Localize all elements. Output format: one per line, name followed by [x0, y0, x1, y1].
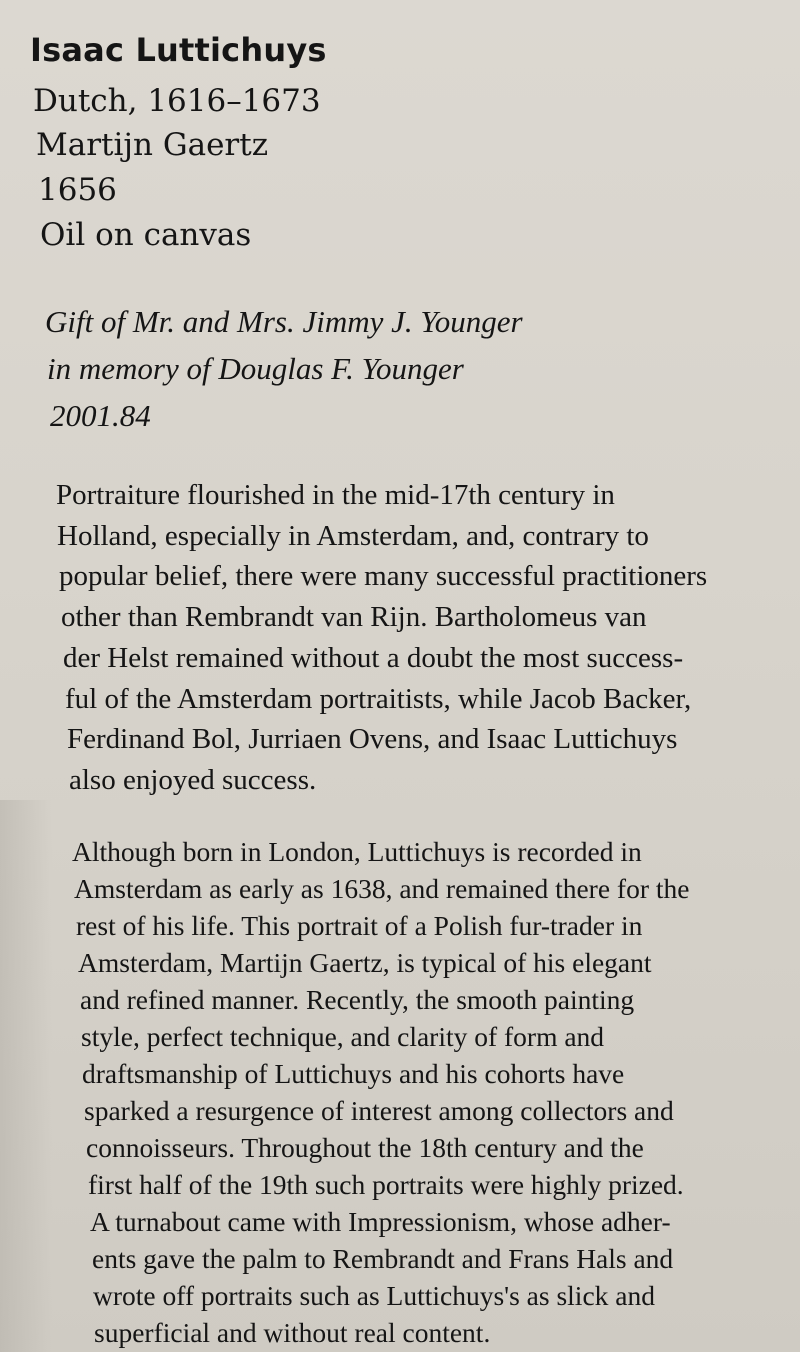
paragraph-line: sparked a resurgence of interest among collectors and	[84, 1095, 674, 1126]
artist-name: Isaac Luttichuys	[30, 31, 327, 69]
paragraph-line: and refined manner. Recently, the smooth painting	[80, 984, 635, 1015]
paragraph-line: popular belief, there were many successful practitioners	[59, 560, 708, 593]
paragraph-line: connoisseurs. Throughout the 18th century and the	[86, 1132, 644, 1163]
paragraph-line: style, perfect technique, and clarity of form and	[81, 1021, 605, 1052]
artist-nationality-dates: Dutch, 1616–1673	[33, 83, 321, 119]
paragraph-line: first half of the 19th such portraits were highly prized.	[88, 1169, 684, 1200]
paragraph-line: Although born in London, Luttichuys is recorded in	[72, 836, 642, 867]
paragraph-line: A turnabout came with Impressionism, whose adher-	[90, 1206, 671, 1237]
paragraph-line: ents gave the palm to Rembrandt and Frans Hals and	[92, 1243, 674, 1274]
paragraph-line: rest of his life. This portrait of a Polish fur-trader in	[76, 910, 643, 941]
credit-line-1: Gift of Mr. and Mrs. Jimmy J. Younger	[45, 304, 523, 339]
paragraph-line: Amsterdam, Martijn Gaertz, is typical of his elegant	[78, 947, 652, 978]
credit-line-2: in memory of Douglas F. Younger	[47, 351, 464, 386]
paragraph-line: Ferdinand Bol, Jurriaen Ovens, and Isaac Luttichuys	[67, 723, 678, 756]
paragraph-line: der Helst remained without a doubt the most success-	[63, 641, 684, 674]
paragraph-line: Amsterdam as early as 1638, and remained there for the	[74, 873, 690, 904]
description-paragraph-2	[72, 833, 689, 1351]
paragraph-line: Holland, especially in Amsterdam, and, contrary to	[57, 519, 649, 552]
paragraph-line: wrote off portraits such as Luttichuys's as slick and	[93, 1280, 655, 1311]
label-edge-shadow	[0, 800, 52, 1352]
artwork-title: Martijn Gaertz	[36, 127, 269, 163]
description-paragraph-1	[56, 475, 707, 801]
paragraph-line: other than Rembrandt van Rijn. Bartholomeus van	[61, 601, 647, 634]
paragraph-line: also enjoyed success.	[69, 763, 317, 796]
paragraph-line: ful of the Amsterdam portraitists, while Jacob Backer,	[65, 682, 692, 715]
paragraph-line: draftsmanship of Luttichuys and his cohorts have	[82, 1058, 625, 1089]
artwork-medium: Oil on canvas	[40, 217, 252, 253]
accession-number: 2001.84	[50, 398, 151, 433]
paragraph-line: Portraiture flourished in the mid-17th century in	[56, 479, 615, 511]
artwork-date: 1656	[38, 172, 117, 208]
paragraph-line: superficial and without real content.	[94, 1317, 491, 1348]
